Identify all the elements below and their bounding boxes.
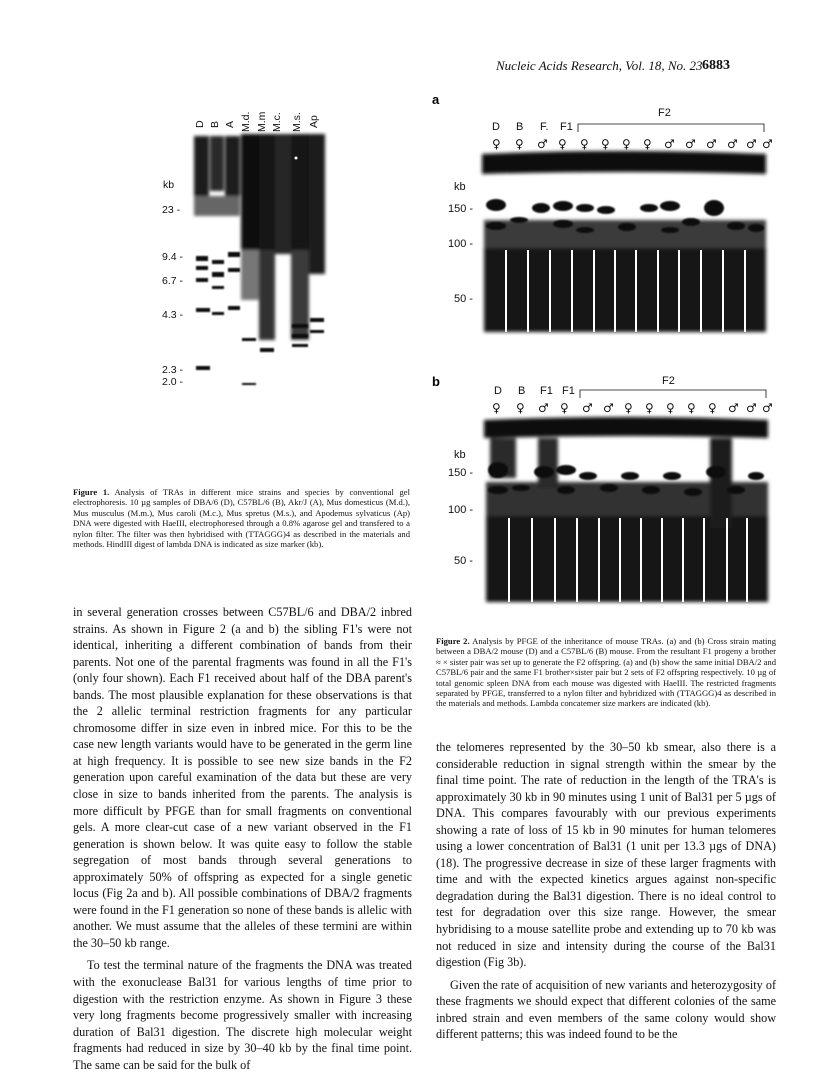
fig2a-sex-symbol: ♂ [762,137,773,151]
fig2a-size-marker: 50 - [454,293,473,305]
fig2a-sex-symbol: ♂ [706,137,717,151]
fig2b-sex-symbol: ♀ [645,401,654,415]
fig1-lane-label: M.d. [240,111,252,132]
fig2a-kb-label: kb [454,181,466,193]
fig2a-group-label: F2 [658,107,671,119]
fig2a-sex-symbol: ♂ [727,137,738,151]
fig2a-sex-symbol: ♂ [537,137,548,151]
figure-2b-blot [430,372,775,612]
fig2b-group-label: F2 [662,375,675,387]
fig1-lane-label: M.m [256,111,268,132]
fig1-lane-label: M.c. [271,112,283,132]
fig2b-lane-label: B [518,385,526,397]
fig2a-sex-symbol: ♀ [580,137,589,151]
fig2b-sex-symbol: ♀ [687,401,696,415]
journal-citation: Nucleic Acids Research, Vol. 18, No. 23 [496,58,703,73]
fig1-lane-label: A [224,120,236,128]
figure-2a-panel-label: a [432,92,440,107]
fig2b-size-marker: 150 - [448,467,474,479]
fig2b-lane-label: D [494,385,502,397]
fig2b-sex-symbol: ♀ [666,401,675,415]
fig1-lane-label: Ap [308,115,320,128]
fig2a-sex-symbol: ♂ [664,137,675,151]
paragraph: in several generation crosses between C57BL/6 and DBA/2 inbred strains. As shown in Figure 2 (a and b) the sibling F1's were not identical, inheriting a different combination of bands from their parents. Not one of the parental fragments was found in all the F1's (only four shown). Each F1 received about half of the DBA parent's bands. The most plausible explanation for these observations is that the 2 allelic terminal restriction fragments for any particular chromosome differ in size even in inbred mice. For this to be the case new length variants would have to be generated in the germ line at high frequency. It is possible to see new size bands in the F2 generation upon careful examination of the data but these are very close in size to bands inherited from the parents. The analysis is more difficult by PFGE than for small fragments on conventional gels. A more clear-cut case of a new variant observed in the F1 generation is shown below. It was quite easy to follow the stable segregation of most bands through several generations to approximately 50% of offspring as expected for a single genetic locus (Fig 2a and b). All possible combinations of DBA/2 fragments were found in the F1 generation so none of these bands is allelic with another. We must assume that the alleles of these termini are within the 30–50 kb range. [73,605,412,950]
fig2b-lane-label: F1 [562,385,575,397]
fig2b-size-marker: 50 - [454,555,473,567]
fig2b-sex-symbol: ♂ [538,401,549,415]
paragraph: To test the terminal nature of the fragments the DNA was treated with the exonuclease Bal31 for various lengths of time prior to digestion with the restriction enzyme. As shown in Figure 3 these very long fragments become progressively smaller with increasing duration of Bal31 digestion. The discrete high molecular weight fragments had reduced in size by 30–40 kb by the final time point. The same can be said for the bulk of [73,958,412,1072]
figure-1-blot [150,100,345,390]
fig1-size-marker: 6.7 - [162,275,184,287]
figure-1-caption [73,487,410,549]
fig2a-sex-symbol: ♀ [622,137,631,151]
fig1-lane-label: D [194,120,206,128]
fig1-size-marker: 23 - [162,204,181,216]
fig1-lane-label: B [209,120,221,128]
fig2b-f2-bracket [580,390,766,398]
figure-2-caption-text: Analysis by PFGE of the inheritance of mouse TRAs. (a) and (b) Cross strain mating between a DBA/2 mouse (D) and a C57BL/6 (B) mouse. From the resultant F1 progeny a brother ≈ × sister pair was set up to generate the F2 offspring. (a) and (b) show the same initial DBA/2 and C57BL/6 pair and the same F1 brother×sister pair but 2 sets of F2 offspring respectively. 10 µg of total genomic spleen DNA from each mouse was digested with HaeIII. The restricted fragments separated by PFGE, transferred to a nylon filter and hybridized with (TTAGGG)4 as described in the materials and methods. Lambda concatemer size markers are indicated (kb). [436,636,776,709]
fig2b-sex-symbol: ♂ [728,401,739,415]
fig2a-size-marker: 100 - [448,238,474,250]
fig2b-sex-symbol: ♀ [516,401,525,415]
fig2a-lane-label: D [492,121,500,133]
figure-2a-blot [430,90,775,340]
fig2b-sex-symbol: ♀ [624,401,633,415]
fig1-kb-label: kb [163,179,175,191]
fig2b-kb-label: kb [454,449,466,461]
fig2b-sex-symbol: ♂ [603,401,614,415]
fig2b-sex-symbol: ♀ [492,401,501,415]
fig2a-lane-label: B [516,121,524,133]
fig2a-size-marker: 150 - [448,203,474,215]
fig2a-lane-label: F. [540,121,549,133]
fig2a-sex-symbol: ♀ [558,137,567,151]
fig2a-sex-symbol: ♀ [492,137,501,151]
fig2a-sex-symbol: ♀ [643,137,652,151]
fig1-lane-label: M.s. [291,112,303,132]
page-number: 6883 [702,58,730,73]
fig2a-sex-symbol: ♀ [515,137,524,151]
figure-1-caption-title: Figure 1. [73,487,110,497]
paragraph: Given the rate of acquisition of new variants and heterozygosity of these fragments we should expect that different colonies of the same inbred strain and even members of the same colony would show different patterns; this was indeed found to be the [436,977,776,1042]
fig2b-sex-symbol: ♂ [582,401,593,415]
fig2b-sex-symbol: ♀ [560,401,569,415]
fig2a-sex-symbol: ♀ [601,137,610,151]
figure-1-caption-text: Analysis of TRAs in different mice strains and species by conventional gel electrophoresis. 10 µg samples of DBA/6 (D), C57BL/6 (B), Akr/J (A), Mus domesticus (M.d.), Mus musculus (M.m.), Mus caroli (M.c.), Mus spretus (M.s.), and Apodemus sylvaticus (Ap) DNA were digested with HaeIII, electrophoresed through a 0.8% agarose gel and transfered to a nylon filter. The filter was then hybridised with (TTAGGG)4 as described in the materials and methods. HindIII digest of lambda DNA is indicated as size marker (kb). [73,487,411,550]
left-column-text [73,604,412,1073]
fig2b-sex-symbol: ♂ [762,401,773,415]
fig2b-lane-label: F1 [540,385,553,397]
fig1-size-marker: 2.3 - [162,364,184,376]
fig1-size-marker: 9.4 - [162,251,184,263]
figure-2-caption [436,636,776,709]
fig2a-f2-bracket [578,124,764,132]
figure-2-caption-title: Figure 2. [436,636,470,646]
running-header [496,58,730,74]
fig1-size-marker: 4.3 - [162,309,184,321]
right-column-text [436,739,776,1043]
fig2b-sex-symbol: ♂ [746,401,757,415]
fig1-size-marker: 2.0 - [162,376,184,388]
fig2b-size-marker: 100 - [448,504,474,516]
fig2a-lane-label: F1 [560,121,573,133]
fig2b-sex-symbol: ♀ [708,401,717,415]
paragraph: the telomeres represented by the 30–50 kb smear, also there is a considerable reduction in signal strength within the smear by the final time point. The rate of reduction in the length of the TRA's is approximately 30 kb in 90 minutes using 1 unit of Bal31 per 5 µgs of DNA. This compares favourably with our previous experiments showing a rate of loss of 15 kb in 90 minutes for human telomeres using a lower concentration of Bal31 (1 unit per 13.3 µgs of DNA)(18). The progressive decrease in size of these larger fragments with time and with the expected kinetics argues against non-specific degradation during the Bal31 digestion. There is no ideal control to test for degradation over this size range. However, the smear hybridising to a mouse satellite probe and extending up to 70 kb was not reduced in size and intensity during the course of the Bal31 digestion (Fig 3b). [436,740,776,970]
fig2a-sex-symbol: ♂ [685,137,696,151]
fig2a-sex-symbol: ♂ [746,137,757,151]
figure-2b-panel-label: b [432,374,440,389]
